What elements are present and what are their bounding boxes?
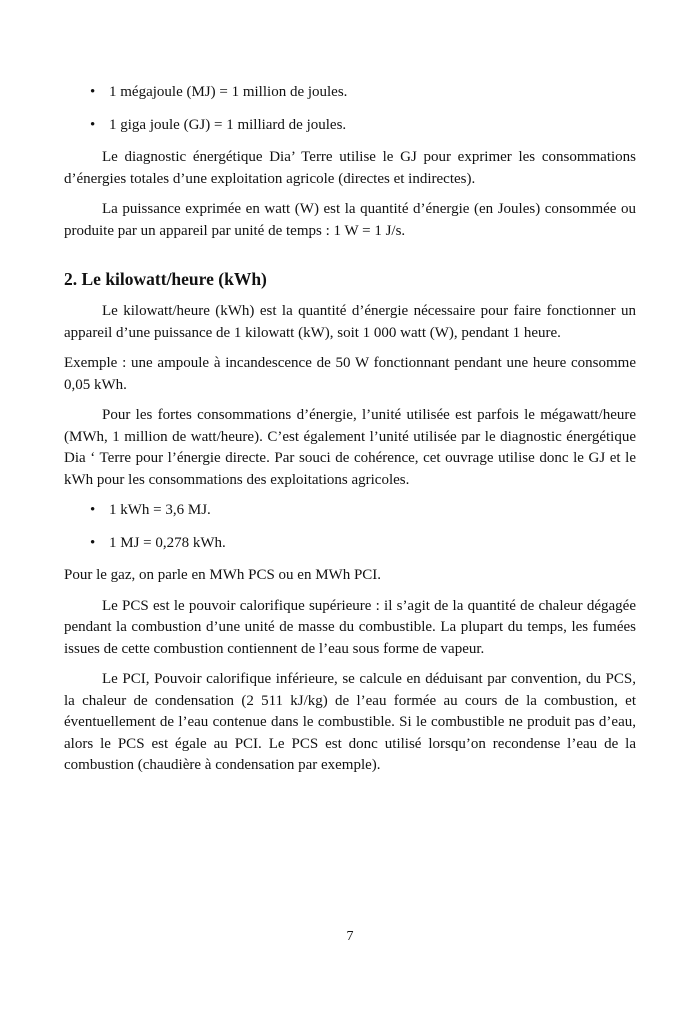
list-item: [90, 500, 636, 522]
list-item: [90, 115, 636, 137]
page-number: 7: [346, 929, 354, 944]
paragraph-gaz: Pour le gaz, on parle en MWh PCS ou en MWh PCI.: [64, 567, 382, 583]
list-item: [90, 82, 636, 104]
section-heading-kilowatt-heure: 2. Le kilowatt/heure (kWh): [64, 269, 267, 289]
bullet-text-kwh-mj: 1 kWh = 3,6 MJ.: [109, 502, 211, 518]
paragraph-kilowatt-heure: Le kilowatt/heure (kWh) est la quantité d’énergie nécessaire pour faire fonctionner un appareil d’une puissance de 1 kilowatt (kW), soit 1 000 watt (W), pendant 1 heure.: [64, 303, 636, 341]
bullet-text-mj-kwh: 1 MJ = 0,278 kWh.: [109, 534, 226, 551]
unit-definitions-list: [64, 82, 636, 136]
paragraph-fortes-consommations: Pour les fortes consommations d’énergie, l’unité utilisée est parfois le mégawatt/heure (MWh, 1 million de watt/heure). C’est également l’unité utilisée par le diagnostic énergétique Dia ‘ Terre pour l’énergie directe. Par souci de cohérence, cet ouvrage utilise donc le GJ et le kWh pour les consommations des exploitations agricoles.: [64, 407, 636, 488]
bullet-text-gigajoule: 1 giga joule (GJ) = 1 milliard de joules.: [109, 116, 347, 133]
paragraph-pcs: Le PCS est le pouvoir calorifique supérieure : il s’agit de la quantité de chaleur dégagée pendant la combustion d’une unité de masse du combustible. La plupart du temps, les fumées issues de cette combustion contiennent de l’eau sous forme de vapeur.: [64, 597, 636, 657]
document-content: [64, 82, 636, 777]
list-item: [90, 533, 636, 555]
paragraph-puissance: La puissance exprimée en watt (W) est la quantité d’énergie (en Joules) consommée ou produite par un appareil par unité de temps : 1 W = 1 J/s.: [64, 201, 636, 239]
conversion-list: [64, 500, 636, 554]
paragraph-pci: Le PCI, Pouvoir calorifique inférieure, se calcule en déduisant par convention, du PCS, la chaleur de condensation (2 511 kJ/kg) de l’eau formée au cours de la combustion, et éventuellement de l’eau contenue dans le combustible. Si le combustible ne produit pas d’eau, alors le PCS est égale au PCI. Le PCS est donc utilisé lorsqu’on recondense l’eau de la combustion (chaudière à condensation par exemple).: [64, 671, 636, 773]
paragraph-exemple: Exemple : une ampoule à incandescence de 50 W fonctionnant pendant une heure consomme 0,05 kWh.: [64, 355, 636, 393]
paragraph-diagnostic: Le diagnostic énergétique Dia’ Terre utilise le GJ pour exprimer les consommations d’énergies totales d’une exploitation agricole (directes et indirectes).: [64, 149, 636, 187]
bullet-text-megajoule: 1 mégajoule (MJ) = 1 million de joules.: [109, 84, 348, 100]
